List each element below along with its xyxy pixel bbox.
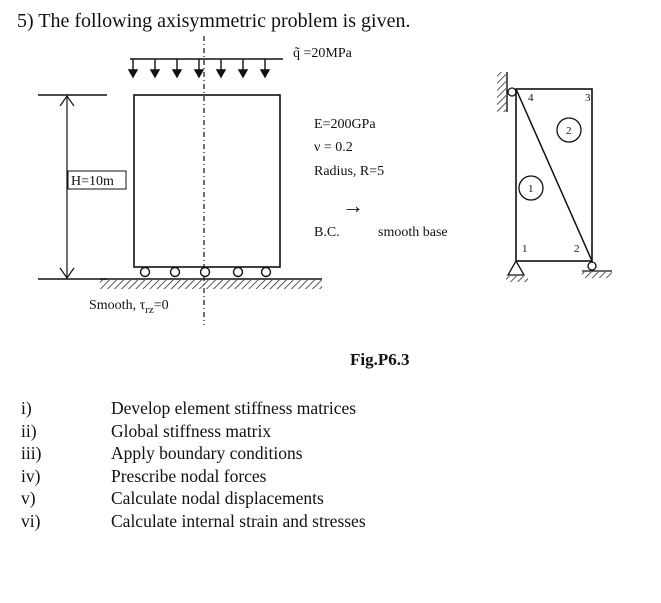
task-item: Global stiffness matrix (111, 420, 272, 441)
ground-hatch (100, 280, 322, 289)
task-item: Calculate nodal displacements (111, 488, 324, 508)
task-number: i) (21, 398, 32, 418)
smooth-label: Smooth, $\tau_{rz}=0$ (89, 298, 169, 316)
task-item: Prescribe nodal forces (111, 465, 267, 486)
radius-label: Radius, R=5 (314, 164, 385, 179)
height-label: H=10m (71, 174, 114, 189)
youngs-modulus-label: E=200GPa (314, 117, 376, 132)
task-item: Develop element stiffness matrices (111, 398, 357, 418)
element-label-1: 1 (528, 183, 534, 195)
element-label-2: 2 (566, 125, 572, 137)
task-number: iii) (21, 443, 42, 463)
node-label-4: 4 (528, 92, 534, 104)
poisson-ratio-label: ν = 0.2 (314, 140, 353, 155)
distributed-load (129, 59, 283, 77)
node-label-2: 2 (574, 243, 580, 255)
task-number: vi) (21, 510, 41, 531)
node-label-1: 1 (522, 243, 528, 255)
node-label-3: 3 (585, 92, 591, 104)
task-number: v) (21, 488, 36, 508)
fe-mesh (497, 72, 612, 282)
task-numbers (21, 397, 41, 532)
task-item: Apply boundary conditions (111, 443, 303, 463)
figure-caption: Fig.P6.3 (350, 350, 410, 369)
task-list (111, 397, 366, 532)
cylinder-body (134, 95, 280, 267)
task-number: iv) (21, 465, 41, 486)
right-arrow-icon: → (342, 193, 364, 218)
bc-label: B.C. (314, 225, 340, 240)
task-item: Calculate internal strain and stresses (111, 510, 366, 531)
task-number: ii) (21, 420, 37, 441)
roller-supports (141, 268, 271, 277)
bc-value: smooth base (378, 225, 448, 240)
load-label: q̃ =20MPa (293, 46, 352, 61)
problem-title: 5) The following axisymmetric problem is given. (17, 10, 411, 32)
